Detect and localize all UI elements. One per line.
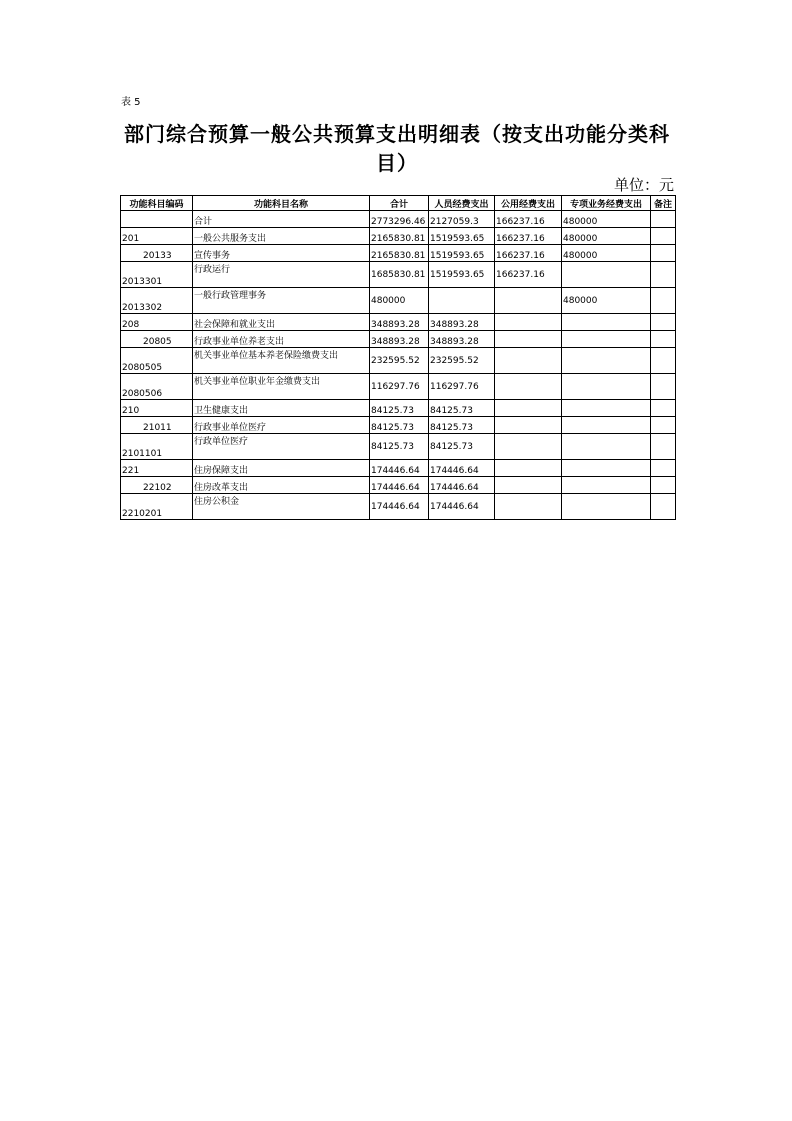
cell-note [651, 400, 676, 417]
cell-total: 2773296.46 [370, 211, 429, 228]
cell-special: 480000 [562, 211, 651, 228]
cell-special [562, 477, 651, 494]
table-row [121, 460, 676, 477]
budget-table [120, 195, 676, 520]
cell-special [562, 374, 651, 400]
cell-special: 480000 [562, 288, 651, 314]
cell-total: 84125.73 [370, 417, 429, 434]
table-row [121, 477, 676, 494]
table-row [121, 374, 676, 400]
column-header-name: 功能科目名称 [193, 196, 370, 211]
cell-public [495, 331, 562, 348]
cell-name: 住房改革支出 [193, 477, 370, 494]
cell-public: 166237.16 [495, 211, 562, 228]
cell-special: 480000 [562, 228, 651, 245]
column-header-public: 公用经费支出 [495, 196, 562, 211]
cell-note [651, 417, 676, 434]
cell-note [651, 314, 676, 331]
table-row [121, 434, 676, 460]
table-row [121, 211, 676, 228]
cell-code: 201 [121, 228, 193, 245]
cell-name: 行政事业单位养老支出 [193, 331, 370, 348]
cell-personnel: 84125.73 [429, 400, 495, 417]
cell-personnel: 116297.76 [429, 374, 495, 400]
cell-special [562, 400, 651, 417]
cell-personnel: 174446.64 [429, 460, 495, 477]
cell-public [495, 314, 562, 331]
cell-total: 84125.73 [370, 400, 429, 417]
cell-personnel: 1519593.65 [429, 262, 495, 288]
cell-code: 20805 [121, 331, 193, 348]
cell-special [562, 348, 651, 374]
document-title: 部门综合预算一般公共预算支出明细表（按支出功能分类科目） [124, 122, 670, 175]
cell-total: 480000 [370, 288, 429, 314]
cell-code: 208 [121, 314, 193, 331]
cell-personnel: 174446.64 [429, 494, 495, 520]
cell-total: 174446.64 [370, 477, 429, 494]
cell-name: 行政运行 [193, 262, 370, 288]
cell-note [651, 494, 676, 520]
table-row [121, 417, 676, 434]
cell-personnel: 174446.64 [429, 477, 495, 494]
cell-code [121, 211, 193, 228]
table-row [121, 262, 676, 288]
cell-code: 22102 [121, 477, 193, 494]
cell-name: 行政事业单位医疗 [193, 417, 370, 434]
cell-code: 20133 [121, 245, 193, 262]
cell-total: 2165830.81 [370, 245, 429, 262]
cell-personnel: 348893.28 [429, 314, 495, 331]
cell-total: 84125.73 [370, 434, 429, 460]
cell-public [495, 434, 562, 460]
cell-note [651, 288, 676, 314]
cell-name: 卫生健康支出 [193, 400, 370, 417]
cell-special: 480000 [562, 245, 651, 262]
cell-special [562, 262, 651, 288]
cell-special [562, 331, 651, 348]
cell-public [495, 460, 562, 477]
column-header-total: 合计 [370, 196, 429, 211]
table-row [121, 314, 676, 331]
cell-total: 232595.52 [370, 348, 429, 374]
cell-personnel [429, 288, 495, 314]
cell-name: 机关事业单位职业年金缴费支出 [193, 374, 370, 400]
cell-total: 174446.64 [370, 494, 429, 520]
cell-code: 2080506 [121, 374, 193, 400]
cell-note [651, 331, 676, 348]
cell-code: 21011 [121, 417, 193, 434]
cell-special [562, 417, 651, 434]
cell-public: 166237.16 [495, 262, 562, 288]
table-row [121, 494, 676, 520]
column-header-code: 功能科目编码 [121, 196, 193, 211]
cell-public [495, 494, 562, 520]
cell-special [562, 494, 651, 520]
table-row [121, 348, 676, 374]
cell-personnel: 84125.73 [429, 417, 495, 434]
cell-name: 宣传事务 [193, 245, 370, 262]
cell-total: 116297.76 [370, 374, 429, 400]
cell-note [651, 211, 676, 228]
cell-personnel: 232595.52 [429, 348, 495, 374]
cell-total: 174446.64 [370, 460, 429, 477]
cell-note [651, 262, 676, 288]
cell-public [495, 348, 562, 374]
cell-code: 2013301 [121, 262, 193, 288]
cell-name: 一般行政管理事务 [193, 288, 370, 314]
cell-total: 2165830.81 [370, 228, 429, 245]
table-label: 表 5 [121, 97, 141, 108]
header-row [121, 196, 676, 211]
cell-code: 2080505 [121, 348, 193, 374]
column-header-special: 专项业务经费支出 [562, 196, 651, 211]
unit-label: 单位：元 [613, 176, 674, 194]
cell-note [651, 460, 676, 477]
cell-personnel: 1519593.65 [429, 245, 495, 262]
cell-public [495, 374, 562, 400]
cell-total: 1685830.81 [370, 262, 429, 288]
table-row [121, 245, 676, 262]
cell-name: 住房公积金 [193, 494, 370, 520]
cell-name: 机关事业单位基本养老保险缴费支出 [193, 348, 370, 374]
cell-total: 348893.28 [370, 314, 429, 331]
column-header-personnel: 人员经费支出 [429, 196, 495, 211]
table-row [121, 228, 676, 245]
cell-public: 166237.16 [495, 228, 562, 245]
cell-code: 2101101 [121, 434, 193, 460]
cell-public [495, 400, 562, 417]
cell-code: 221 [121, 460, 193, 477]
cell-name: 行政单位医疗 [193, 434, 370, 460]
cell-note [651, 245, 676, 262]
cell-code: 210 [121, 400, 193, 417]
cell-personnel: 1519593.65 [429, 228, 495, 245]
cell-note [651, 434, 676, 460]
cell-public [495, 288, 562, 314]
cell-total: 348893.28 [370, 331, 429, 348]
cell-name: 一般公共服务支出 [193, 228, 370, 245]
cell-name: 合计 [193, 211, 370, 228]
cell-special [562, 314, 651, 331]
cell-name: 住房保障支出 [193, 460, 370, 477]
cell-note [651, 228, 676, 245]
table-row [121, 288, 676, 314]
column-header-note: 备注 [651, 196, 676, 211]
cell-special [562, 460, 651, 477]
cell-note [651, 477, 676, 494]
cell-personnel: 84125.73 [429, 434, 495, 460]
cell-personnel: 348893.28 [429, 331, 495, 348]
cell-public [495, 417, 562, 434]
table-row [121, 400, 676, 417]
cell-special [562, 434, 651, 460]
cell-note [651, 348, 676, 374]
cell-name: 社会保障和就业支出 [193, 314, 370, 331]
cell-note [651, 374, 676, 400]
cell-code: 2013302 [121, 288, 193, 314]
table-row [121, 331, 676, 348]
cell-public [495, 477, 562, 494]
cell-personnel: 2127059.3 [429, 211, 495, 228]
cell-code: 2210201 [121, 494, 193, 520]
cell-public: 166237.16 [495, 245, 562, 262]
